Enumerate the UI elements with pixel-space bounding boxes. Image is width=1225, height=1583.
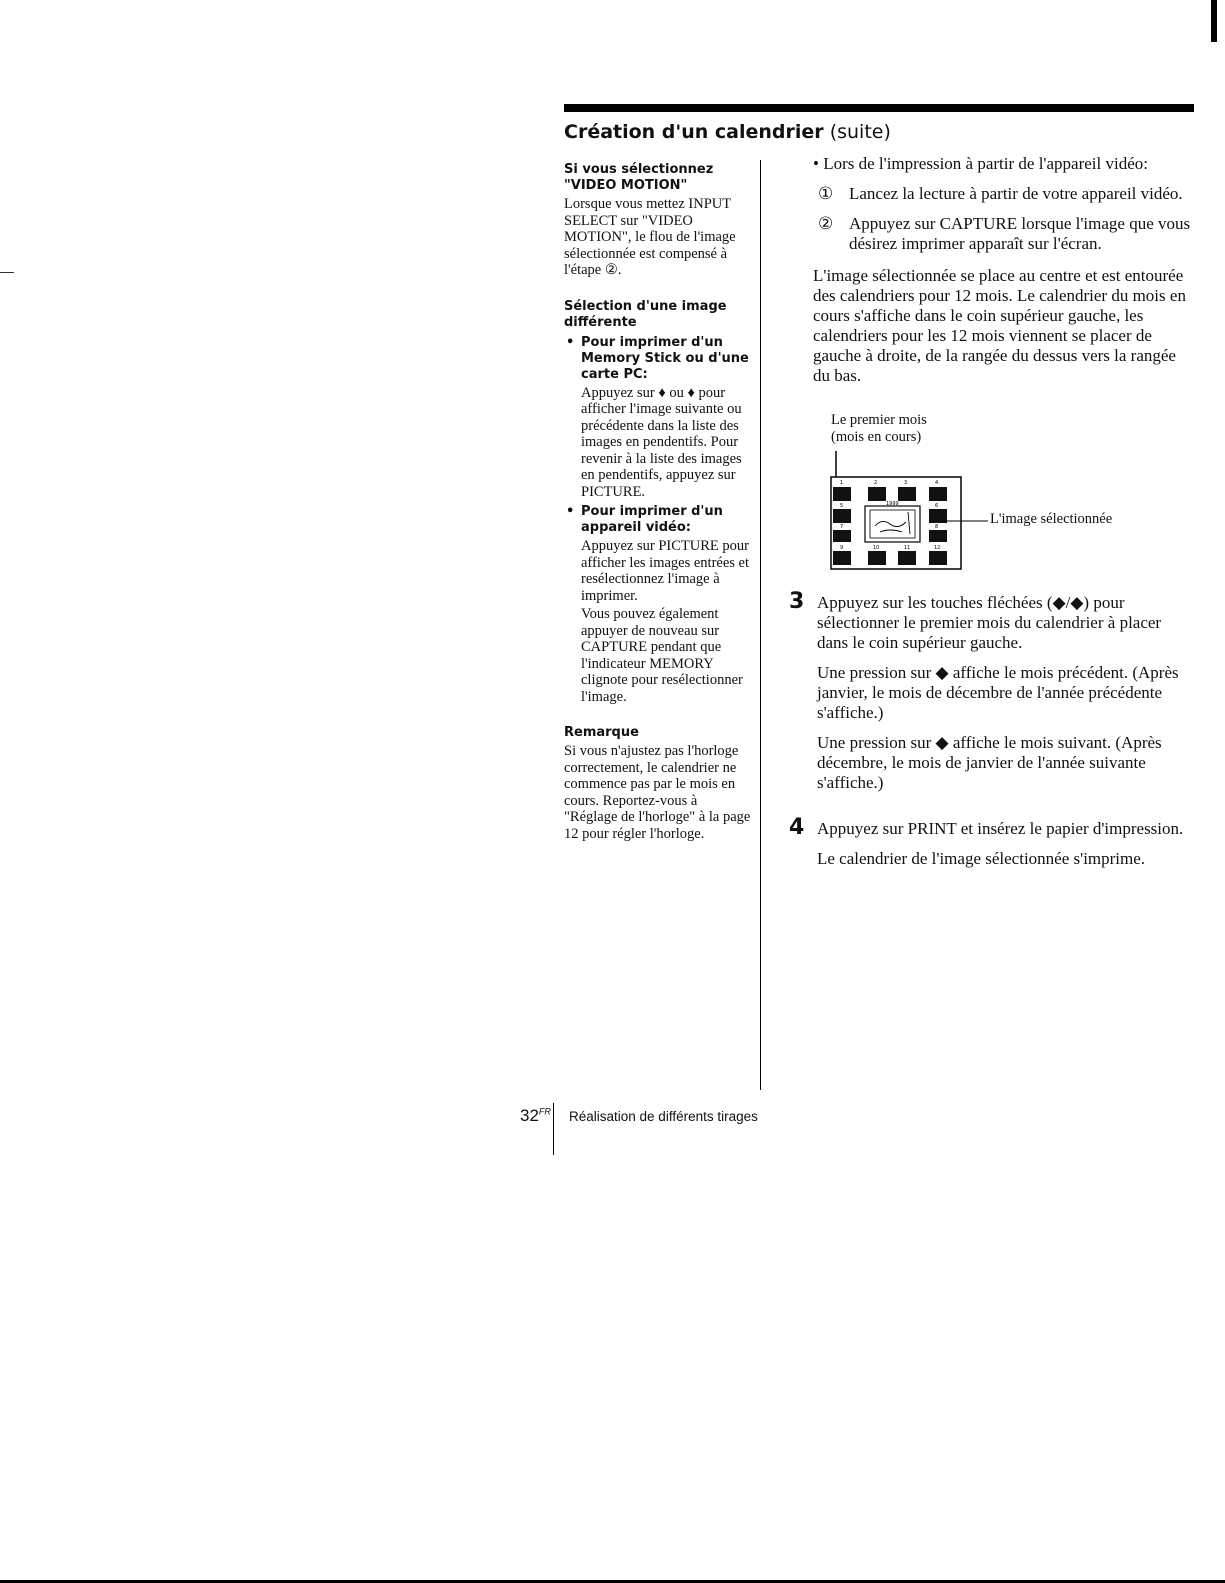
right-column (813, 154, 1193, 386)
month-block-11 (898, 551, 916, 565)
month-label-5: 5 (840, 503, 844, 509)
step-marker: ① (818, 184, 834, 203)
month-label-12: 12 (934, 545, 941, 551)
step-4-note: Le calendrier de l'image sélectionnée s'imprime. (817, 849, 1146, 868)
selected-image-frame (865, 506, 920, 542)
step-3-note-1: Une pression sur ◆ affiche le mois précédent. (Après janvier, le mois de décembre de l'année précédente s'affiche.) (817, 663, 1179, 722)
bullet-video-device (564, 504, 754, 705)
section-title-suffix: (suite) (823, 121, 891, 143)
page-number (520, 1106, 551, 1126)
video-motion-heading: Si vous sélectionnez "VIDEO MOTION" (564, 162, 714, 193)
bullet-video-device-title: Pour imprimer d'un appareil vidéo: (581, 504, 723, 535)
step-4-text: Appuyez sur PRINT et insérez le papier d'impression. (817, 819, 1184, 838)
chapter-title: Réalisation de différents tirages (569, 1109, 758, 1124)
month-block-7 (833, 530, 851, 542)
bullet-memory-stick-title: Pour imprimer d'un Memory Stick ou d'une carte PC: (581, 334, 749, 382)
month-block-5 (833, 509, 851, 523)
page-number-suffix: FR (538, 1106, 551, 1117)
page-edge-tick (0, 272, 14, 273)
step-3-number: 3 (789, 589, 805, 614)
remark-body: Si vous n'ajustez pas l'horloge correctement, le calendrier ne commence pas par le mois en cours. Reportez-vous à "Réglage de l'horloge" à la page 12 pour régler l'horloge. (564, 743, 751, 842)
different-image-heading: Sélection d'une image différente (564, 298, 727, 330)
figure-label-line-1: Le premier mois (831, 412, 927, 428)
month-block-2 (868, 487, 886, 501)
bullet-video-device-body: Appuyez sur PICTURE pour afficher les images entrées et resélectionnez l'image à imprimer. (581, 538, 750, 604)
figure-label-selected: L'image sélectionnée (990, 511, 1113, 527)
month-label-4: 4 (935, 480, 939, 486)
month-label-2: 2 (874, 480, 878, 486)
step-3-text: Appuyez sur les touches fléchées (◆/◆) pour sélectionner le premier mois du calendrier à placer dans le coin supérieur gauche. (817, 593, 1162, 652)
video-step-2 (813, 214, 1193, 254)
step-4-number: 4 (789, 815, 805, 840)
page-number-value: 32 (520, 1106, 539, 1125)
month-label-3: 3 (904, 480, 908, 486)
video-step-2-text: Appuyez sur CAPTURE lorsque l'image que vous désirez imprimer apparaît sur l'écran. (849, 214, 1191, 253)
month-block-9 (833, 551, 851, 565)
video-step-1 (813, 184, 1193, 204)
video-motion-body: Lorsque vous mettez INPUT SELECT sur "VIDEO MOTION", le flou de l'image sélectionnée est compensé à l'étape ②. (564, 196, 736, 278)
video-bullet: • Lors de l'impression à partir de l'appareil vidéo: (813, 154, 1148, 173)
remark-heading: Remarque (564, 725, 639, 740)
month-label-10: 10 (873, 545, 880, 551)
month-label-11: 11 (904, 545, 911, 551)
video-step-1-text: Lancez la lecture à partir de votre appareil vidéo. (849, 184, 1183, 203)
section-top-rule (564, 104, 1194, 112)
bullet-video-device-body-2: Vous pouvez également appuyer de nouveau sur CAPTURE pendant que l'indicateur MEMORY clignote pour resélectionner l'image. (581, 606, 743, 705)
bullet-dot: • (566, 504, 575, 519)
section-title (564, 121, 891, 143)
bullet-dot: • (566, 334, 575, 350)
bullet-memory-stick (564, 335, 754, 501)
bullet-memory-stick-body: Appuyez sur ♦ ou ♦ pour afficher l'image suivante ou précédente dans la liste des images en pendentifs. Pour revenir à la liste des images en pendentifs, appuyez sur PICTURE. (581, 384, 742, 500)
description-paragraph: L'image sélectionnée se place au centre et est entourée des calendriers pour 12 mois. Le calendrier du mois en cours s'affiche dans le coin supérieur gauche, les calendriers pour les 12 mois viennent se placer de gauche à droite, de la rangée du dessus vers la rangée du bas. (813, 266, 1186, 385)
month-label-7: 7 (840, 524, 844, 530)
month-block-3 (898, 487, 916, 501)
step-4 (817, 819, 1189, 879)
month-block-10 (868, 551, 886, 565)
month-label-1: 1 (840, 480, 844, 486)
month-block-4 (929, 487, 947, 501)
month-block-1 (833, 487, 851, 501)
column-divider (760, 160, 761, 1090)
step-marker: ② (818, 214, 834, 233)
month-block-8 (929, 530, 947, 542)
section-title-main: Création d'un calendrier (564, 121, 824, 143)
year-label: 1999 (886, 501, 899, 507)
left-column (564, 162, 754, 842)
figure-label-line-2: (mois en cours) (831, 429, 922, 445)
month-label-6: 6 (935, 503, 939, 509)
step-3 (817, 593, 1189, 803)
page-edge-mark (1211, 0, 1217, 42)
calendar-layout-figure (820, 448, 990, 573)
month-block-12 (929, 551, 947, 565)
footer-divider (553, 1103, 554, 1155)
step-3-note-2: Une pression sur ◆ affiche le mois suivant. (Après décembre, le mois de janvier de l'année suivante s'affiche.) (817, 733, 1162, 792)
month-label-8: 8 (935, 524, 939, 530)
figure-label-first-month (831, 412, 927, 446)
month-label-9: 9 (840, 545, 844, 551)
